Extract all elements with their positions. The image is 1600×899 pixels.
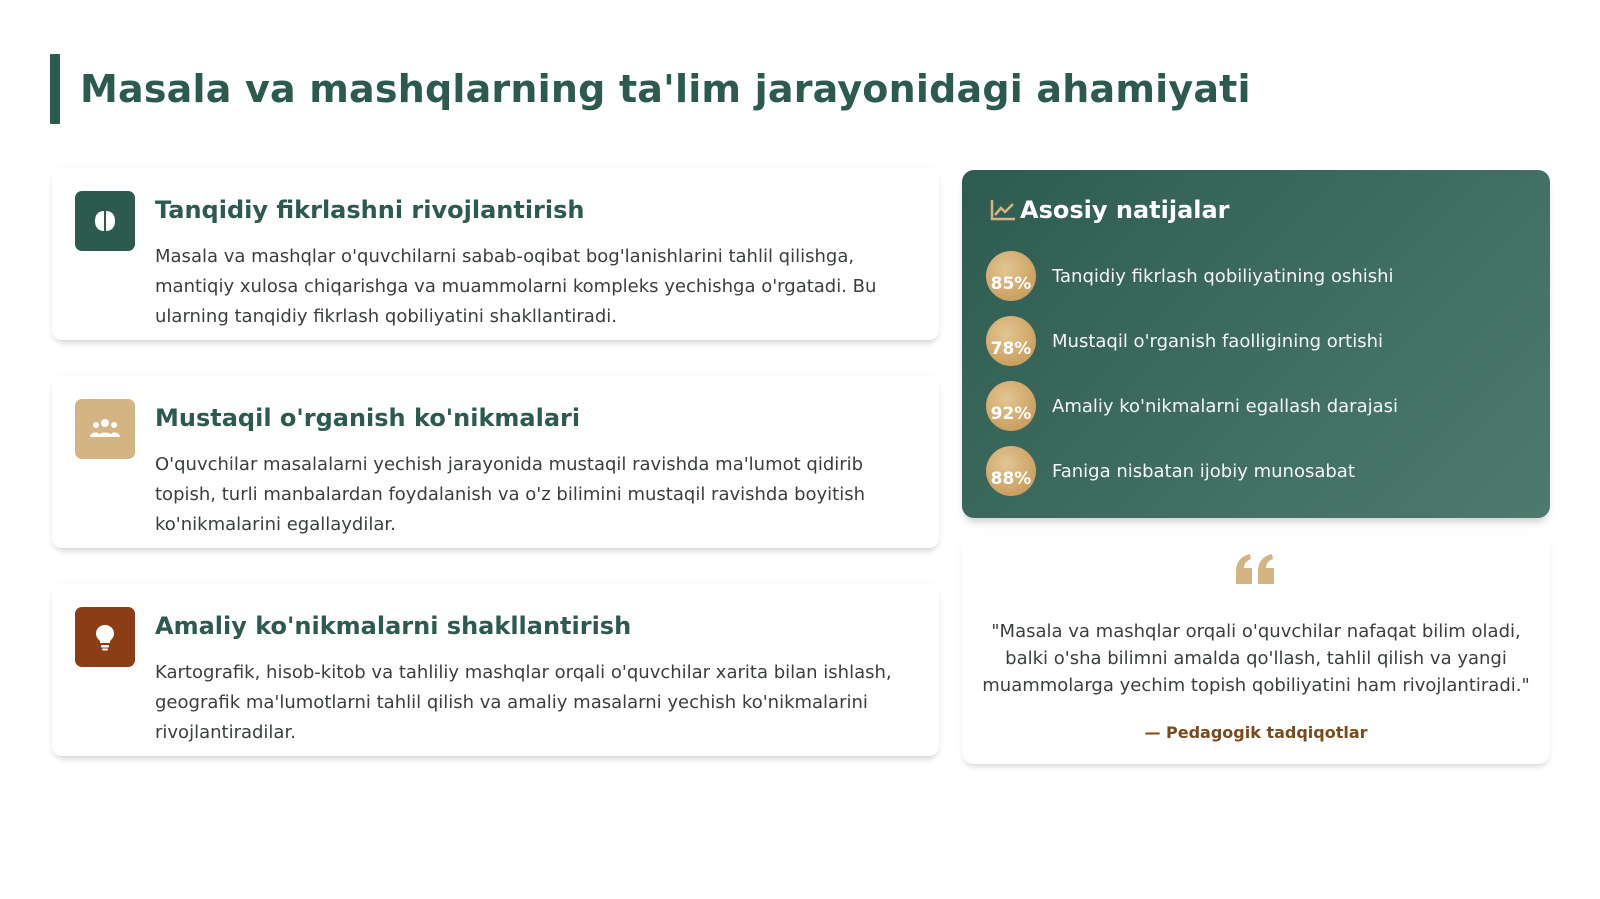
- card-description: Masala va mashqlar o'quvchilarni sabab-oqibat bog'lanishlarini tahlil qilishga, mantiqiy xulosa chiqarishga va muammolarni kompleks yechishga o'rgatadi. Bu ularning tanqidiy fikrlash qobiliyatini shakllantiradi.: [155, 246, 877, 327]
- card-independent-learning: [52, 376, 939, 548]
- page-header: [50, 54, 1251, 124]
- results-panel: [962, 170, 1550, 518]
- chart-line-icon: [990, 199, 1016, 221]
- card-description: O'quvchilar masalalarni yechish jarayonida mustaqil ravishda ma'lumot qidirib topish, turli manbalardan foydalanish va o'z bilimini mustaqil ravishda boyitish ko'nikmalarini egallaydilar.: [155, 454, 866, 535]
- card-title: Amaliy ko'nikmalarni shakllantirish: [155, 612, 632, 640]
- stat-row: [986, 445, 1355, 497]
- stat-value-badge: 85%: [986, 251, 1036, 301]
- stat-value-badge: 92%: [986, 381, 1036, 431]
- stat-label: Faniga nisbatan ijobiy munosabat: [1052, 460, 1355, 482]
- card-title: Tanqidiy fikrlashni rivojlantirish: [155, 196, 585, 224]
- stat-row: [986, 380, 1398, 432]
- quote-author: — Pedagogik tadqiqotlar: [1144, 723, 1368, 742]
- lightbulb-icon: [75, 607, 135, 667]
- stat-row: [986, 250, 1394, 302]
- users-icon: [75, 399, 135, 459]
- quote-text: "Masala va mashqlar orqali o'quvchilar nafaqat bilim oladi, balki o'sha bilimni amalda qo'llash, tahlil qilish va yangi muammolarga yechim topish qobiliyatini ham rivojlantiradi.": [982, 621, 1530, 696]
- card-practical-skills: [52, 584, 939, 756]
- stat-value-badge: 78%: [986, 316, 1036, 366]
- quote-icon: [1234, 552, 1278, 586]
- card-description: Kartografik, hisob-kitob va tahliliy mashqlar orqali o'quvchilar xarita bilan ishlash, geografik ma'lumotlarni tahlil qilish va amaliy masalarni yechish ko'nikmalarini rivojlantiradilar.: [155, 662, 892, 743]
- stat-label: Tanqidiy fikrlash qobiliyatining oshishi: [1052, 265, 1394, 287]
- stat-label: Amaliy ko'nikmalarni egallash darajasi: [1052, 395, 1399, 417]
- stat-row: [986, 315, 1383, 367]
- quote-card: [962, 536, 1550, 764]
- card-title: Mustaqil o'rganish ko'nikmalari: [155, 404, 581, 432]
- brain-icon: [75, 191, 135, 251]
- results-title: Asosiy natijalar: [1020, 196, 1230, 224]
- stat-value-badge: 88%: [986, 446, 1036, 496]
- page-title: Masala va mashqlarning ta'lim jarayonidagi ahamiyati: [80, 67, 1251, 111]
- stat-label: Mustaqil o'rganish faolligining ortishi: [1052, 330, 1384, 352]
- card-critical-thinking: [52, 168, 939, 340]
- results-header: [990, 196, 1230, 224]
- title-accent-bar: [50, 54, 60, 124]
